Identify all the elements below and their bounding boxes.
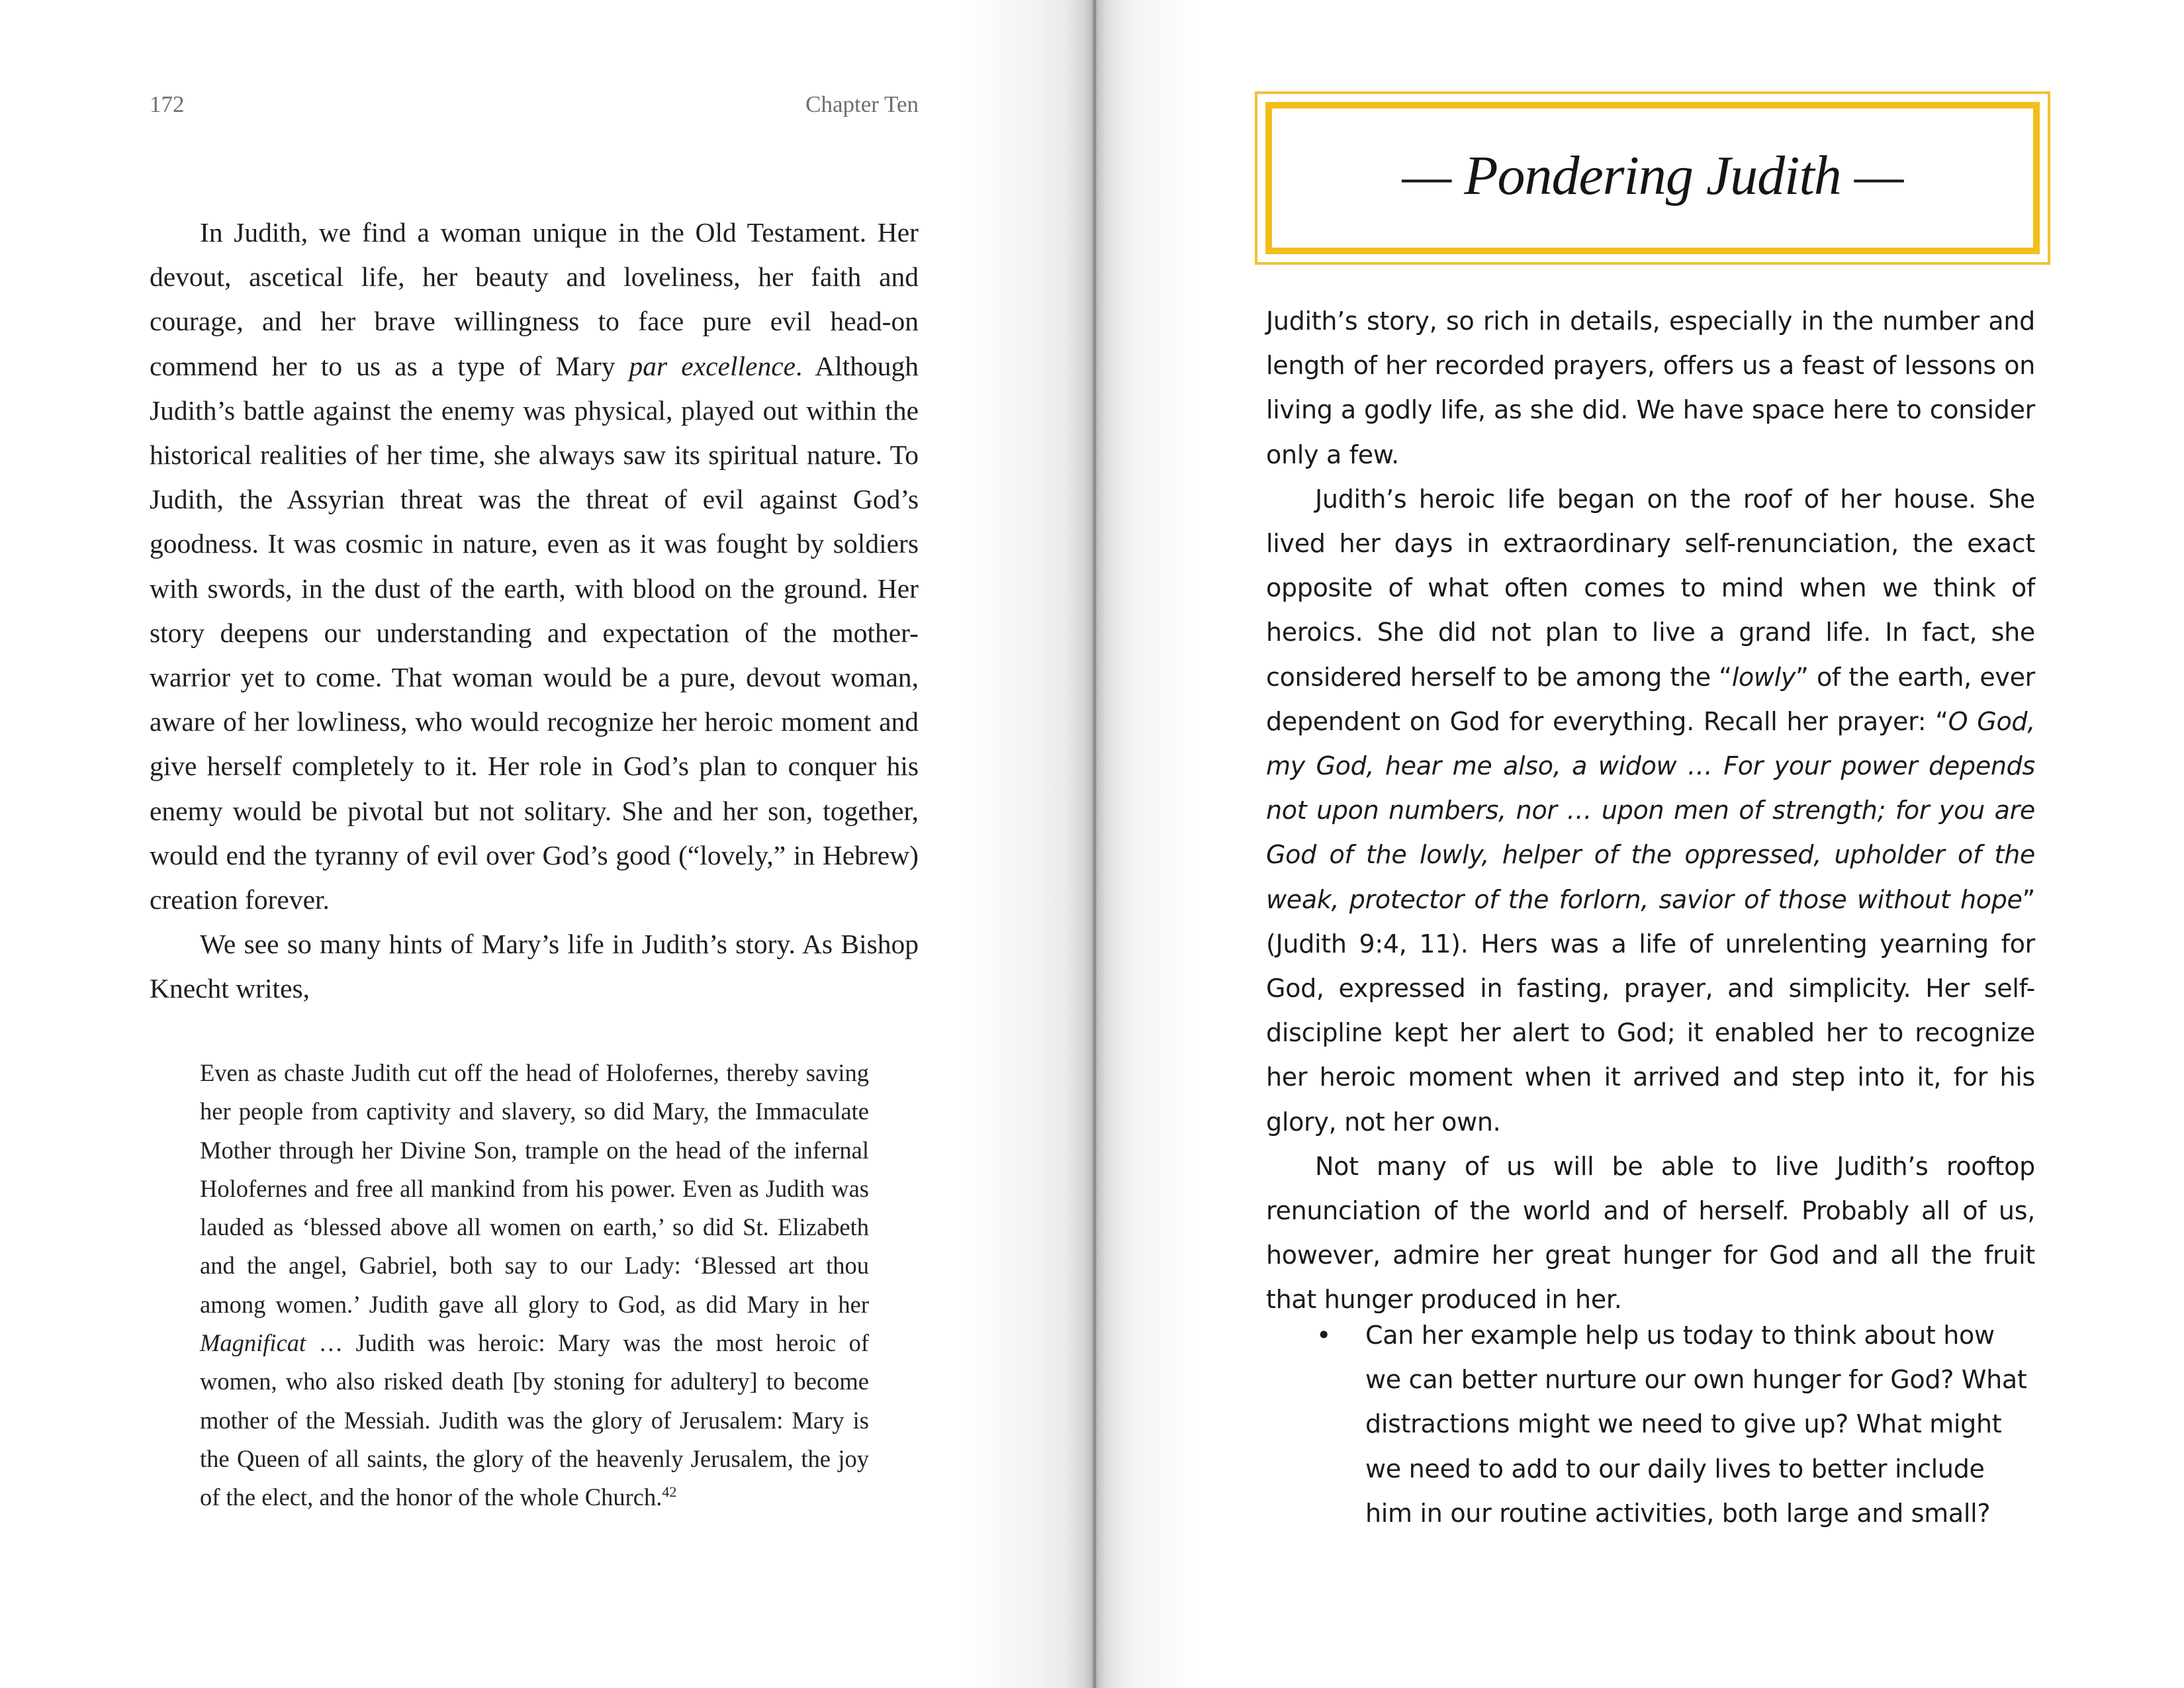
right-body-text [1266,299,2035,1323]
book-gutter [1066,0,1125,1688]
left-body-text [150,211,919,1011]
block-quote [200,1054,869,1517]
list-item [1266,1313,2035,1536]
left-paragraph-2: We see so many hints of Mary’s life in Judith’s story. As Bishop Knecht writes, [150,929,919,1004]
page-number: 172 [150,91,185,117]
quote-paragraph: Even as chaste Judith cut off the head of Holofernes, thereby saving her people from captivity and slavery, so did Mary, the Immaculate Mother through her Divine Son, trample on the head of the infernal Holofernes and free all mankind from his power. Even as Judith was lauded as ‘blessed above all women on earth,’ so did St. Elizabeth and the angel, Gabriel, both say to our Lady: ‘Blessed art thou among women.’ Judith gave all glory to God, as did Mary in her Magnificat … Judith was heroic: Mary was the most heroic of women, who also risked death [by stoning for adultery] to become mother of the Messiah. Judith was the glory of Jerusalem: Mary is the Queen of all saints, the glory of the heavenly Jerusalem, the joy of the elect, and the honor of the whole Church.$^{42}$ [200,1059,869,1511]
left-paragraph-1: In Judith, we find a woman unique in the Old Testament. Her devout, ascetical life, her beauty and loveliness, her faith and courage, and her brave willingness to face pure evil head-on commend her to us as a type of Mary par excellence. Although Judith’s battle against the enemy was physical, played out within the historical realities of her time, she always saw its spiritual nature. To Judith, the Assyrian threat was the threat of evil against God’s goodness. It was cosmic in nature, even as it was fought by soldiers with swords, in the dust of the earth, with blood on the ground. Her story deepens our understanding and expectation of the mother-warrior yet to come. That woman would be a pure, devout woman, aware of her lowliness, who would recognize her heroic moment and give herself completely to it. Her role in God’s plan to conquer his enemy would be pivotal but not solitary. She and her son, together, would end the tyranny of evil over God’s good (“lovely,” in Hebrew) creation forever. [150,217,919,915]
section-title: — Pondering Judith — [1402,145,1903,207]
section-title-frame [1255,91,2050,265]
footnote-marker: 42 [662,1483,677,1501]
reflection-questions [1266,1313,2035,1536]
right-paragraph-1: Judith’s story, so rich in details, especially in the number and length of her recorded prayers, offers us a feast of lessons on living a godly life, as she did. We have space here to consider only a few. [1266,306,2035,469]
right-paragraph-2: Judith’s heroic life began on the roof of her house. She lived her days in extraordinary self-renunciation, the exact opposite of what often comes to mind when we think of heroics. She did not plan to live a grand life. In fact, she considered herself to be among the “lowly” of the earth, ever dependent on God for everything. Recall her prayer: “O God, my God, hear me also, a widow … For your power depends not upon numbers, nor … upon men of strength; for you are God of the lowly, helper of the oppressed, upholder of the weak, protector of the forlorn, savior of those without hope” (Judith 9:4, 11). Hers was a life of unrelenting yearning for God, expressed in fasting, prayer, and simplicity. Her self-discipline kept her alert to God; it enabled her to recognize her heroic moment when it arrived and step into it, for his glory, not her own. [1266,484,2035,1137]
right-paragraph-3: Not many of us will be able to live Judith’s rooftop renunciation of the world and of herself. Probably all of us, however, admire her great hunger for God and all the fruit that hunger produced in her. [1266,1151,2035,1315]
question-text: Can her example help us today to think about how we can better nurture our own hunger for God? What distractions might we need to give up? What might we need to add to our daily lives to better include him in our routine activities, both large and small? [1365,1321,2027,1528]
bullet-icon: • [1316,1321,1332,1350]
chapter-title: Chapter Ten [805,91,919,117]
